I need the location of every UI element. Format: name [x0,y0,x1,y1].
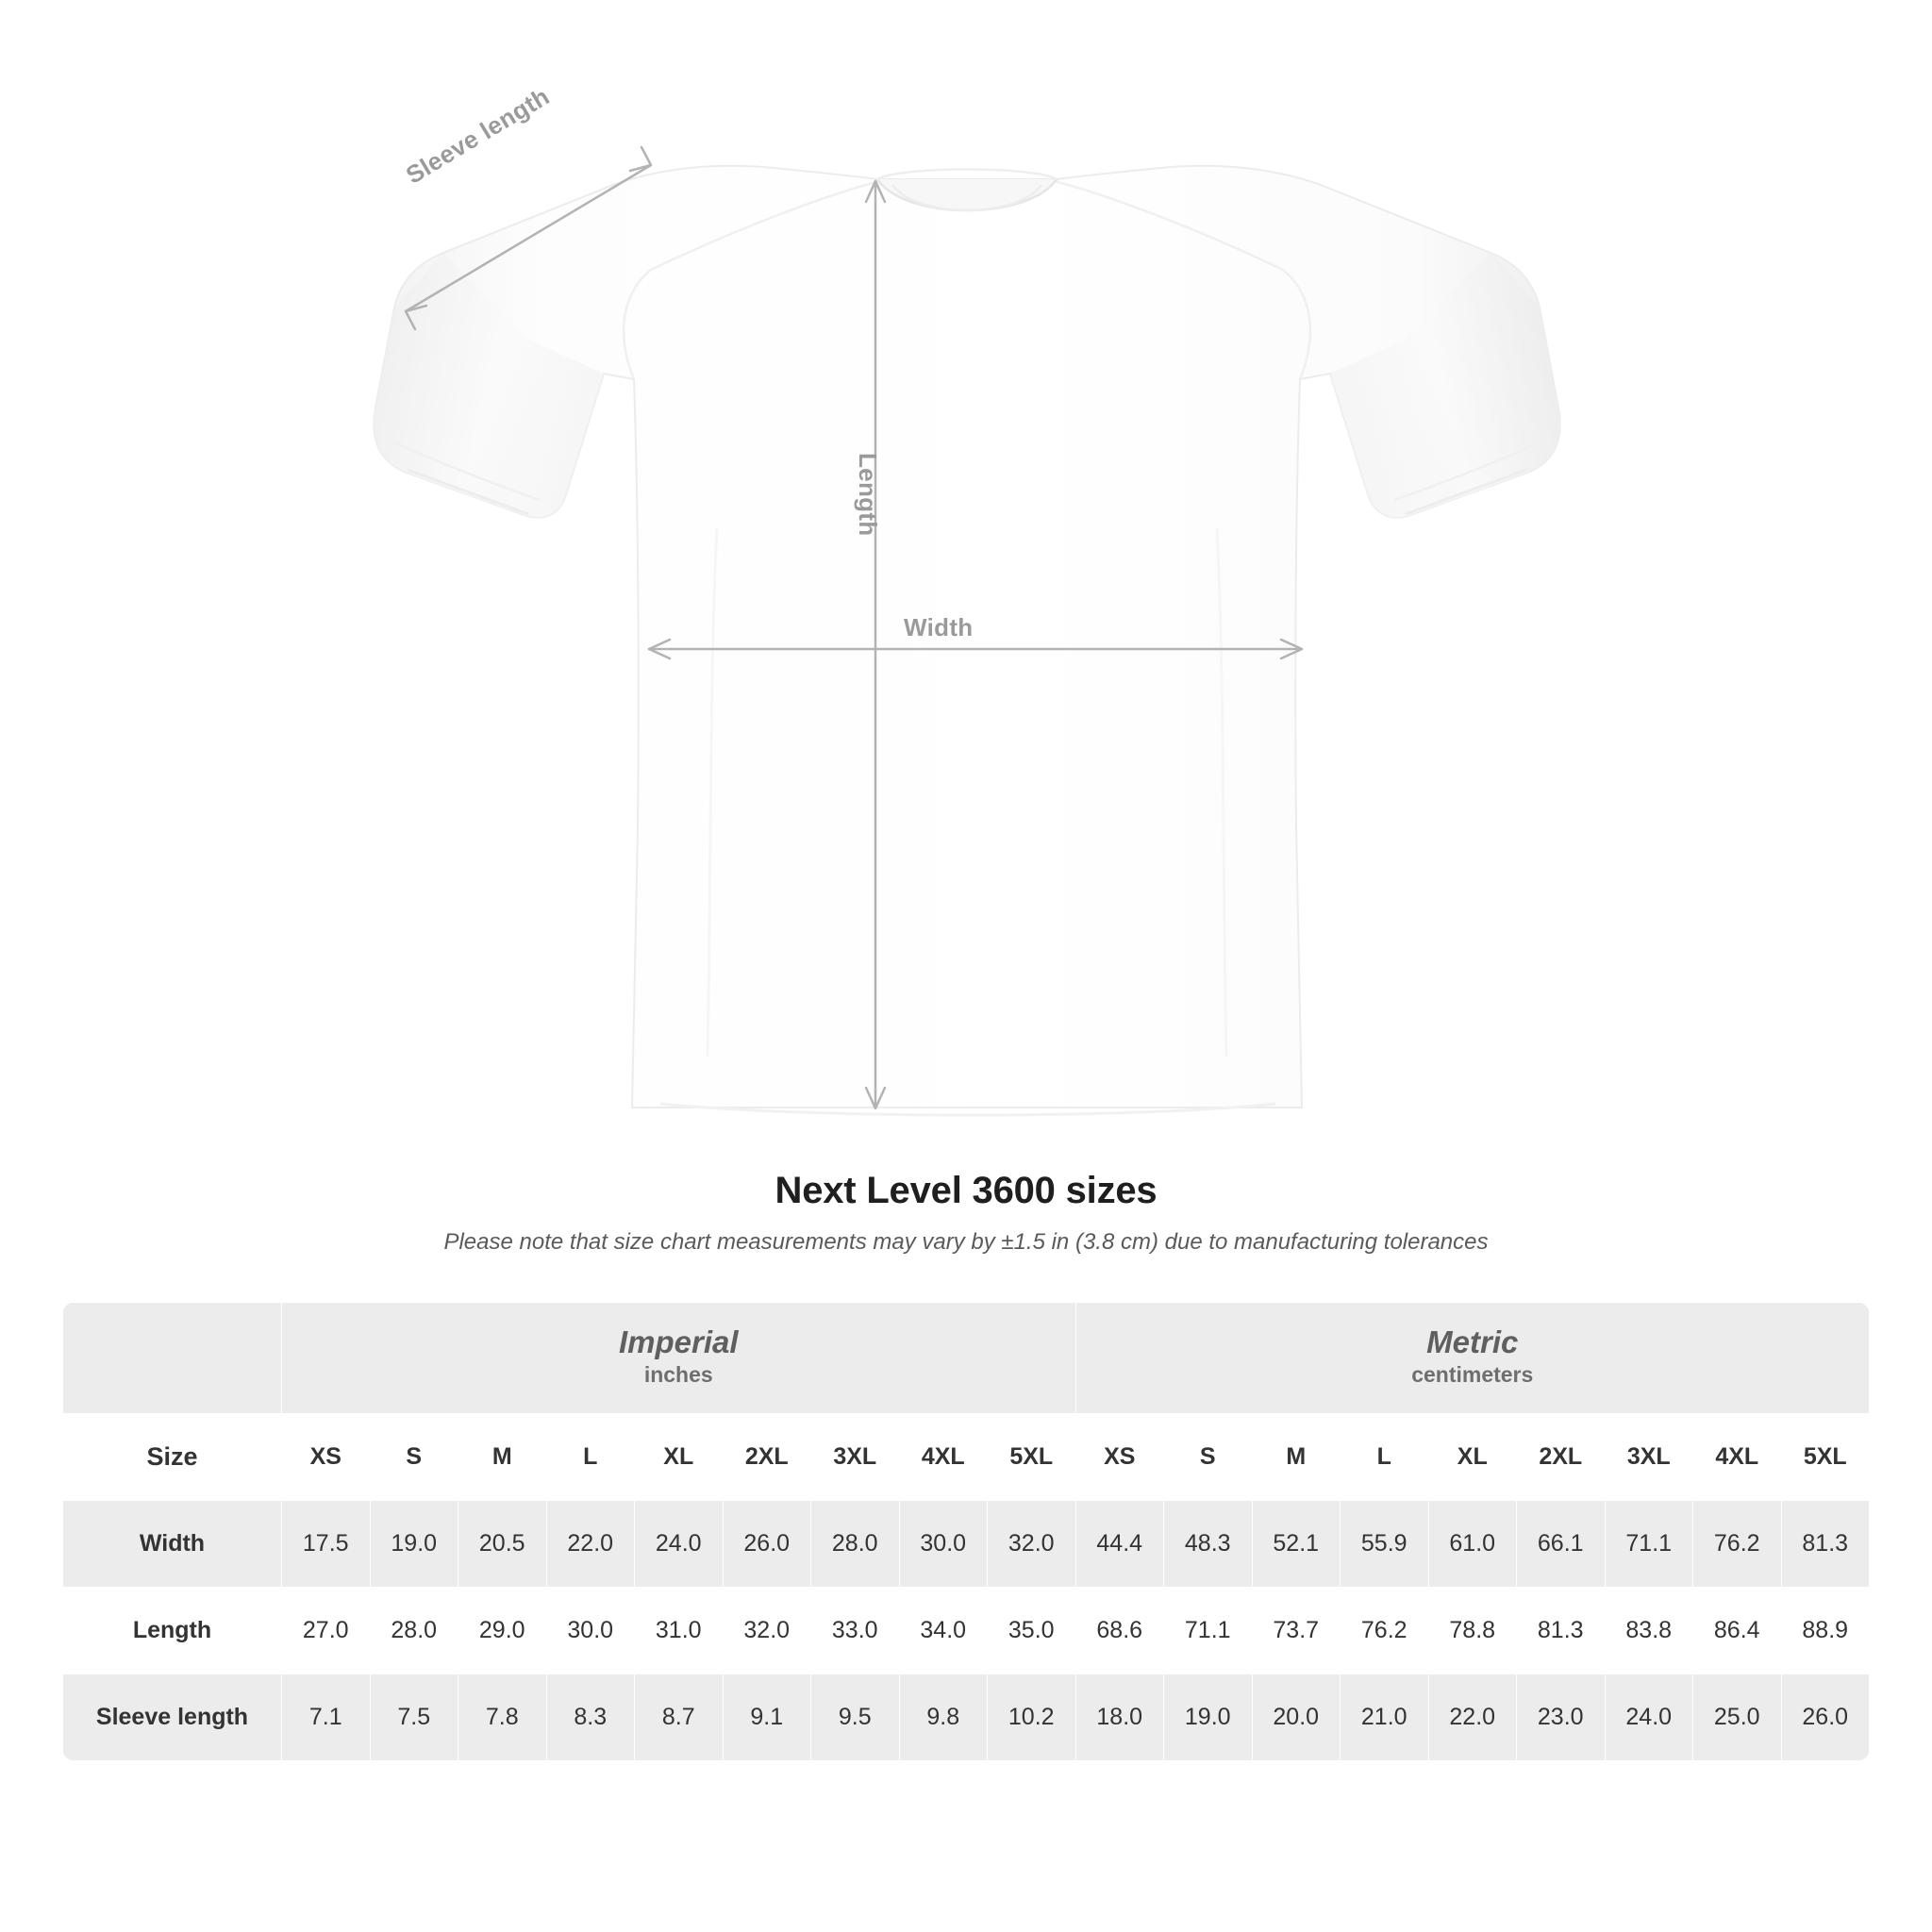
table-cell: 8.3 [546,1674,635,1761]
unit-group-imperial-name: Imperial [618,1324,739,1359]
table-cell: 81.3 [1517,1588,1606,1674]
title-block [0,1170,1932,1256]
table-cell: 27.0 [282,1588,371,1674]
table-cell: 30.0 [899,1501,988,1588]
table-cell: 7.1 [282,1674,371,1761]
size-header-row [63,1414,1870,1501]
table-cell: 73.7 [1252,1588,1341,1674]
table-row [63,1588,1870,1674]
table-row [63,1674,1870,1761]
size-header-cell: 4XL [899,1414,988,1501]
table-cell: 76.2 [1341,1588,1429,1674]
table-cell: 86.4 [1693,1588,1782,1674]
table-cell: 25.0 [1693,1674,1782,1761]
table-cell: 66.1 [1517,1501,1606,1588]
table-cell: 61.0 [1428,1501,1517,1588]
size-table-wrapper [62,1302,1870,1761]
table-cell: 33.0 [811,1588,900,1674]
unit-group-imperial [282,1303,1076,1414]
size-header-cell: 5XL [988,1414,1076,1501]
size-header-cell: S [370,1414,458,1501]
table-cell: 18.0 [1075,1674,1164,1761]
unit-header-row [63,1303,1870,1414]
table-cell: 8.7 [635,1674,724,1761]
length-dimension-label: Length [854,453,882,537]
table-cell: 76.2 [1693,1501,1782,1588]
table-cell: 7.8 [458,1674,547,1761]
size-table [62,1302,1870,1761]
table-cell: 9.5 [811,1674,900,1761]
size-header-cell: L [546,1414,635,1501]
table-cell: 55.9 [1341,1501,1429,1588]
table-cell: 48.3 [1164,1501,1253,1588]
row-label-width: Width [63,1501,282,1588]
size-header-cell: 3XL [811,1414,900,1501]
table-cell: 83.8 [1605,1588,1693,1674]
page-title: Next Level 3600 sizes [774,1170,1158,1211]
table-cell: 71.1 [1164,1588,1253,1674]
size-header-cell: XS [1075,1414,1164,1501]
unit-group-metric-name: Metric [1426,1324,1519,1359]
table-cell: 31.0 [635,1588,724,1674]
unit-group-metric [1075,1303,1870,1414]
table-cell: 22.0 [1428,1674,1517,1761]
table-cell: 28.0 [370,1588,458,1674]
size-header-cell: 4XL [1693,1414,1782,1501]
row-label-sleeve-length: Sleeve length [63,1674,282,1761]
size-header-cell: S [1164,1414,1253,1501]
table-row [63,1501,1870,1588]
table-cell: 22.0 [546,1501,635,1588]
table-cell: 34.0 [899,1588,988,1674]
table-cell: 10.2 [988,1674,1076,1761]
sleeve-length-dimension-label: Sleeve length [401,81,555,190]
row-label-length: Length [63,1588,282,1674]
size-header-cell: L [1341,1414,1429,1501]
table-cell: 29.0 [458,1588,547,1674]
table-corner-cell [63,1303,282,1414]
table-cell: 44.4 [1075,1501,1164,1588]
unit-group-metric-sub: centimeters [1411,1362,1534,1388]
size-header-cell: 2XL [723,1414,811,1501]
size-header-cell: 5XL [1781,1414,1870,1501]
size-header-label: Size [63,1414,282,1501]
table-cell: 24.0 [635,1501,724,1588]
table-cell: 19.0 [370,1501,458,1588]
size-header-cell: XS [282,1414,371,1501]
table-cell: 17.5 [282,1501,371,1588]
tolerance-note: Please note that size chart measurements may vary by ±1.5 in (3.8 cm) due to manufacturing tolerances [443,1229,1489,1255]
size-header-cell: 3XL [1605,1414,1693,1501]
table-cell: 28.0 [811,1501,900,1588]
table-cell: 7.5 [370,1674,458,1761]
table-cell: 88.9 [1781,1588,1870,1674]
table-cell: 19.0 [1164,1674,1253,1761]
table-cell: 20.0 [1252,1674,1341,1761]
table-cell: 71.1 [1605,1501,1693,1588]
width-dimension-label: Width [904,613,974,641]
table-cell: 21.0 [1341,1674,1429,1761]
size-header-cell: XL [1428,1414,1517,1501]
table-cell: 30.0 [546,1588,635,1674]
table-cell: 24.0 [1605,1674,1693,1761]
size-header-cell: M [1252,1414,1341,1501]
table-cell: 68.6 [1075,1588,1164,1674]
size-header-cell: 2XL [1517,1414,1606,1501]
table-cell: 9.1 [723,1674,811,1761]
table-cell: 81.3 [1781,1501,1870,1588]
table-cell: 32.0 [723,1588,811,1674]
table-cell: 9.8 [899,1674,988,1761]
table-cell: 20.5 [458,1501,547,1588]
table-cell: 26.0 [1781,1674,1870,1761]
table-cell: 23.0 [1517,1674,1606,1761]
size-header-cell: M [458,1414,547,1501]
table-cell: 78.8 [1428,1588,1517,1674]
table-cell: 32.0 [988,1501,1076,1588]
table-cell: 26.0 [723,1501,811,1588]
unit-group-imperial-sub: inches [643,1362,713,1388]
table-cell: 35.0 [988,1588,1076,1674]
table-cell: 52.1 [1252,1501,1341,1588]
size-header-cell: XL [635,1414,724,1501]
